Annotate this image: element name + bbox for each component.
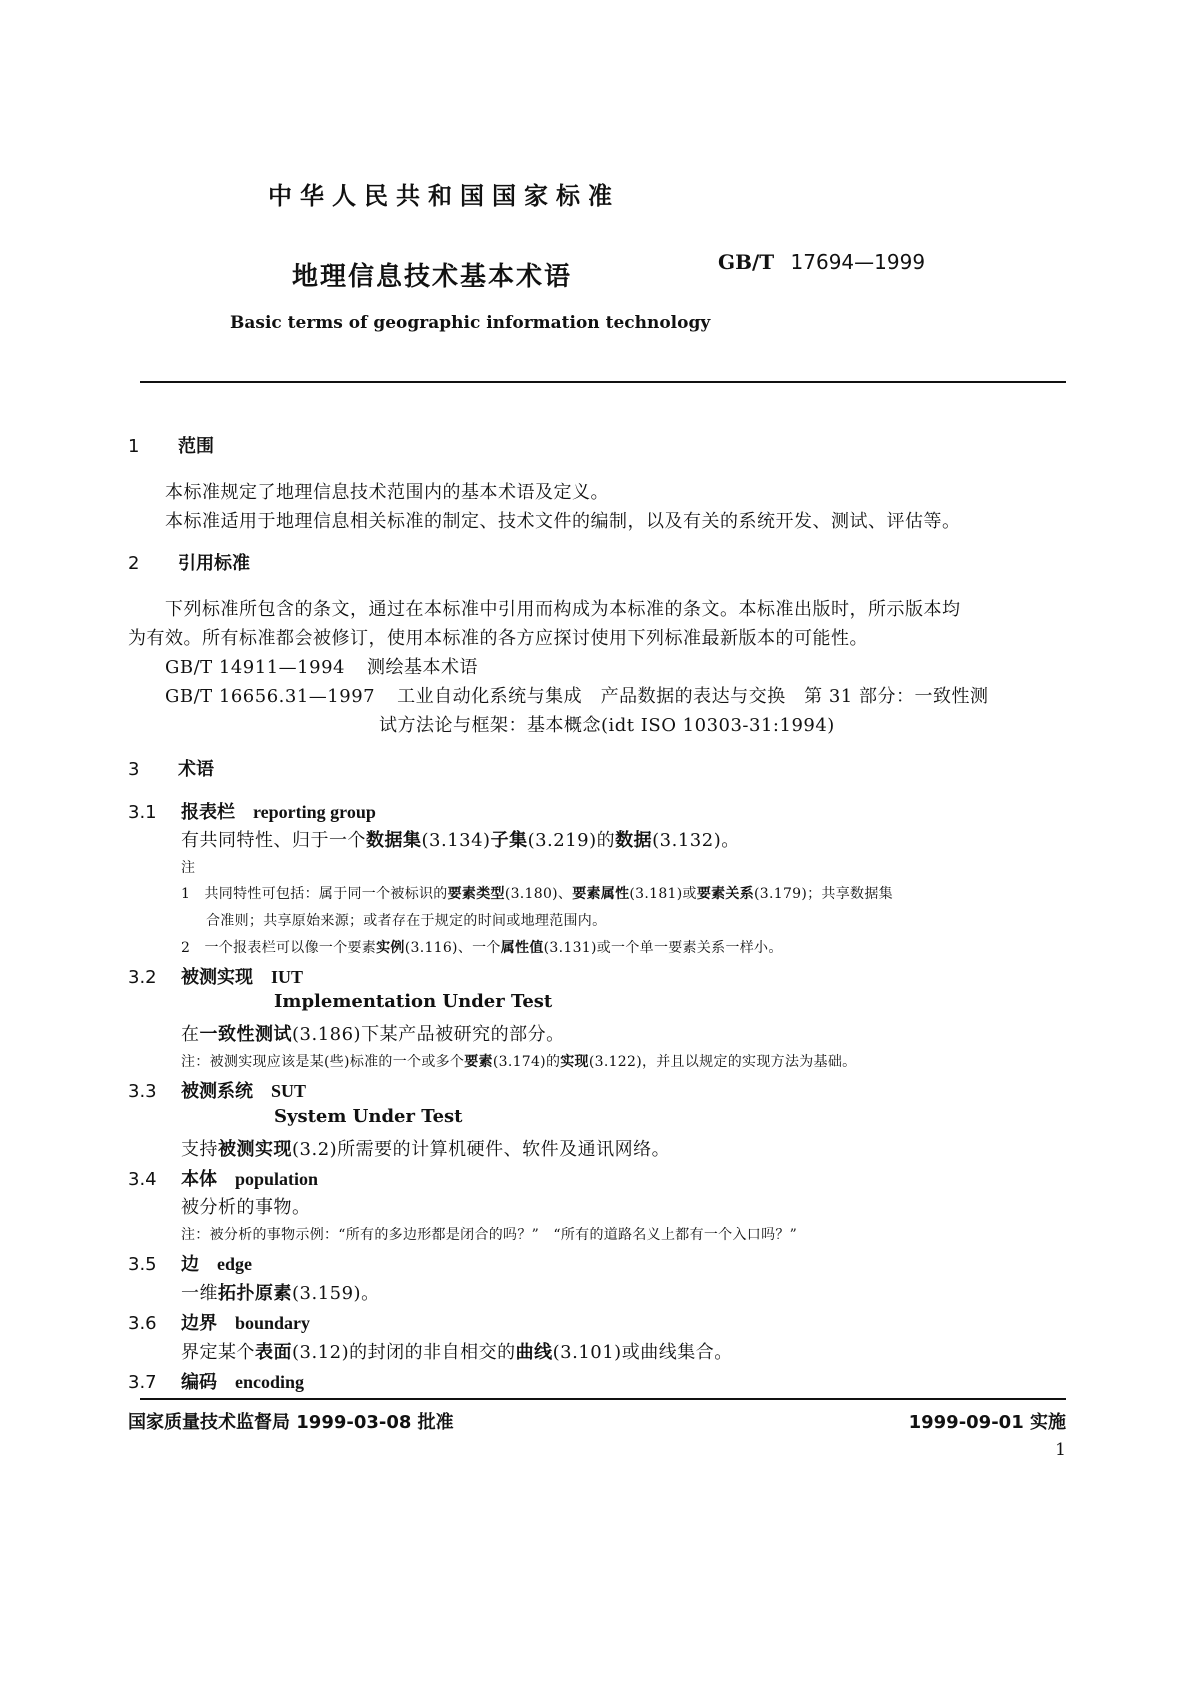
header-divider — [140, 381, 1066, 383]
section-1-heading: 1 范围 — [128, 436, 214, 457]
document-title-en: Basic terms of geographic information technology — [230, 313, 711, 333]
section-2-heading: 2 引用标准 — [128, 553, 250, 574]
term-3-6-heading: 3.6 边界 boundary — [128, 1313, 311, 1334]
term-3-2-note: 注：被测实现应该是某(些)标准的一个或多个要素(3.174)的实现(3.122)，并且以规定的实现方法为基础。 — [181, 1054, 857, 1070]
term-3-1-note-1: 1 共同特性可包括：属于同一个被标识的要素类型(3.180)、要素属性(3.181)或要素关系(3.179)；共享数据集 — [181, 886, 893, 902]
page-number: 1 — [1055, 1440, 1066, 1460]
reference-2-continuation: 试方法论与框架：基本概念(idt ISO 10303-31:1994) — [379, 715, 835, 736]
standard-code — [718, 250, 925, 274]
section-1-paragraph-2: 本标准适用于地理信息相关标准的制定、技术文件的编制，以及有关的系统开发、测试、评估等。 — [165, 511, 961, 532]
term-3-4-note: 注：被分析的事物示例：“所有的多边形都是闭合的吗？” “所有的道路名义上都有一个入口吗？” — [181, 1227, 798, 1243]
term-3-3-english-full: System Under Test — [274, 1106, 463, 1127]
section-2-paragraph-line-2: 为有效。所有标准都会被修订，使用本标准的各方应探讨使用下列标准最新版本的可能性。 — [128, 628, 868, 649]
term-3-3-definition: 支持被测实现(3.2)所需要的计算机硬件、软件及通讯网络。 — [181, 1139, 671, 1160]
national-standard-heading: 中华人民共和国国家标准 — [268, 182, 620, 210]
footer-divider — [140, 1398, 1066, 1400]
standard-code-prefix: GB/T — [718, 250, 775, 274]
term-3-6-definition: 界定某个表面(3.12)的封闭的非自相交的曲线(3.101)或曲线集合。 — [181, 1342, 733, 1363]
term-3-2-english-full: Implementation Under Test — [274, 991, 553, 1012]
document-title-cn: 地理信息技术基本术语 — [292, 262, 573, 292]
term-3-1-note-1-continuation: 合准则；共享原始来源；或者存在于规定的时间或地理范围内。 — [206, 913, 607, 929]
term-3-1-heading: 3.1 报表栏 reporting group — [128, 802, 376, 823]
approval-date: 国家质量技术监督局 1999-03-08 批准 — [128, 1412, 454, 1433]
term-3-5-heading: 3.5 边 edge — [128, 1254, 252, 1275]
term-3-1-definition: 有共同特性、归于一个数据集(3.134)子集(3.219)的数据(3.132)。 — [181, 830, 740, 851]
term-3-2-heading: 3.2 被测实现 IUT — [128, 967, 304, 988]
section-2-paragraph-line-1: 下列标准所包含的条文，通过在本标准中引用而构成为本标准的条文。本标准出版时，所示版本均 — [165, 599, 961, 620]
term-3-4-heading: 3.4 本体 population — [128, 1169, 319, 1190]
term-3-5-definition: 一维拓扑原素(3.159)。 — [181, 1283, 380, 1304]
section-3-heading: 3 术语 — [128, 759, 214, 780]
section-1-paragraph-1: 本标准规定了地理信息技术范围内的基本术语及定义。 — [165, 482, 609, 503]
term-3-1-note-label: 注 — [181, 860, 196, 876]
term-3-4-definition: 被分析的事物。 — [181, 1197, 311, 1218]
term-3-2-definition: 在一致性测试(3.186)下某产品被研究的部分。 — [181, 1024, 565, 1045]
reference-2: GB/T 16656.31—1997 工业自动化系统与集成 产品数据的表达与交换 第 31 部分：一致性测 — [165, 686, 989, 707]
standard-code-number: 17694—1999 — [790, 250, 926, 274]
reference-1: GB/T 14911—1994 测绘基本术语 — [165, 657, 478, 678]
effective-date: 1999-09-01 实施 — [908, 1412, 1066, 1433]
term-3-1-note-2: 2 一个报表栏可以像一个要素实例(3.116)、一个属性值(3.131)或一个单一要素关系一样小。 — [181, 940, 783, 956]
term-3-7-heading: 3.7 编码 encoding — [128, 1372, 305, 1393]
term-3-3-heading: 3.3 被测系统 SUT — [128, 1081, 307, 1102]
